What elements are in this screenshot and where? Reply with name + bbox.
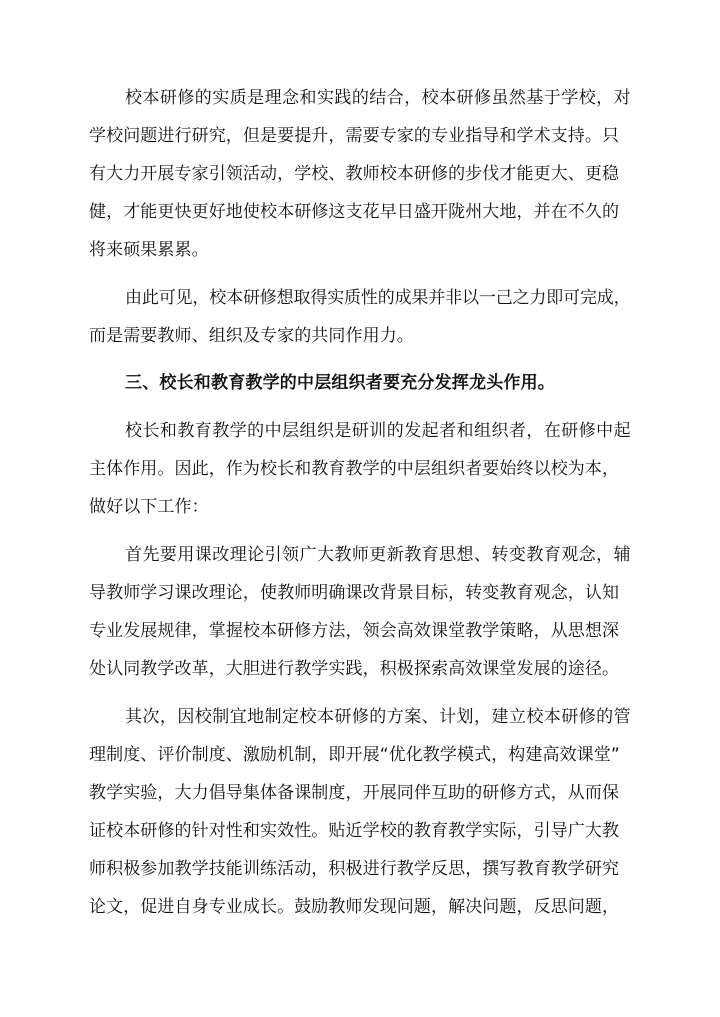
- line-text: 师积极参加教学技能训练活动，积极进行教学反思，撰写教育教学研究: [89, 859, 620, 879]
- line-text: 做好以下工作：: [89, 497, 209, 517]
- line-text: 校本研修的实质是理念和实践的结合，校本研修虽然基于学校，对: [125, 88, 632, 108]
- line-text: 主体作用。因此，作为校长和教育教学的中层组织者要始终以校为本，: [89, 459, 620, 479]
- line-text: 专业发展规律，掌握校本研修方法，领会高效课堂教学策略，从思想深: [89, 621, 620, 641]
- line-text: 导教师学习课改理论，使教师明确课改背景目标，转变教育观念，认知: [89, 583, 620, 603]
- line-text: 校长和教育教学的中层组织是研训的发起者和组织者，在研修中起: [125, 421, 632, 441]
- line-text: 处认同教学改革，大胆进行教学实践，积极探索高效课堂发展的途径。: [89, 659, 620, 679]
- line-text: 由此可见，校本研修想取得实质性的成果并非以一己之力即可完成，: [125, 288, 631, 308]
- line-text: 健，才能更快更好地使校本研修这支花早日盛开陇州大地，并在不久的: [89, 202, 620, 222]
- line-text: 有大力开展专家引领活动，学校、教师校本研修的步伐才能更大、更稳: [89, 164, 620, 184]
- line-text: 其次，因校制宜地制定校本研修的方案、计划，建立校本研修的管: [125, 707, 632, 727]
- line-text: 而是需要教师、组织及专家的共同作用力。: [89, 326, 414, 346]
- line-text: 学校问题进行研究，但是要提升，需要专家的专业指导和学术支持。只: [89, 126, 620, 146]
- line-text: 教学实验，大力倡导集体备课制度，开展同伴互助的研修方式，从而保: [89, 783, 620, 803]
- line-text: 证校本研修的针对性和实效性。贴近学校的教育教学实际，引导广大教: [89, 821, 620, 841]
- line-text: 首先要用课改理论引领广大教师更新教育思想、转变教育观念，辅: [125, 545, 632, 565]
- section-heading-text: 三、校长和教育教学的中层组织者要充分发挥龙头作用。: [125, 373, 555, 393]
- line-text: 理制度、评价制度、激励机制，即开展“优化教学模式，构建高效课堂”: [89, 745, 620, 765]
- line-text: 将来硕果累累。: [89, 240, 209, 260]
- line-text: 论文，促进自身专业成长。鼓励教师发现问题，解决问题，反思问题，: [89, 897, 620, 917]
